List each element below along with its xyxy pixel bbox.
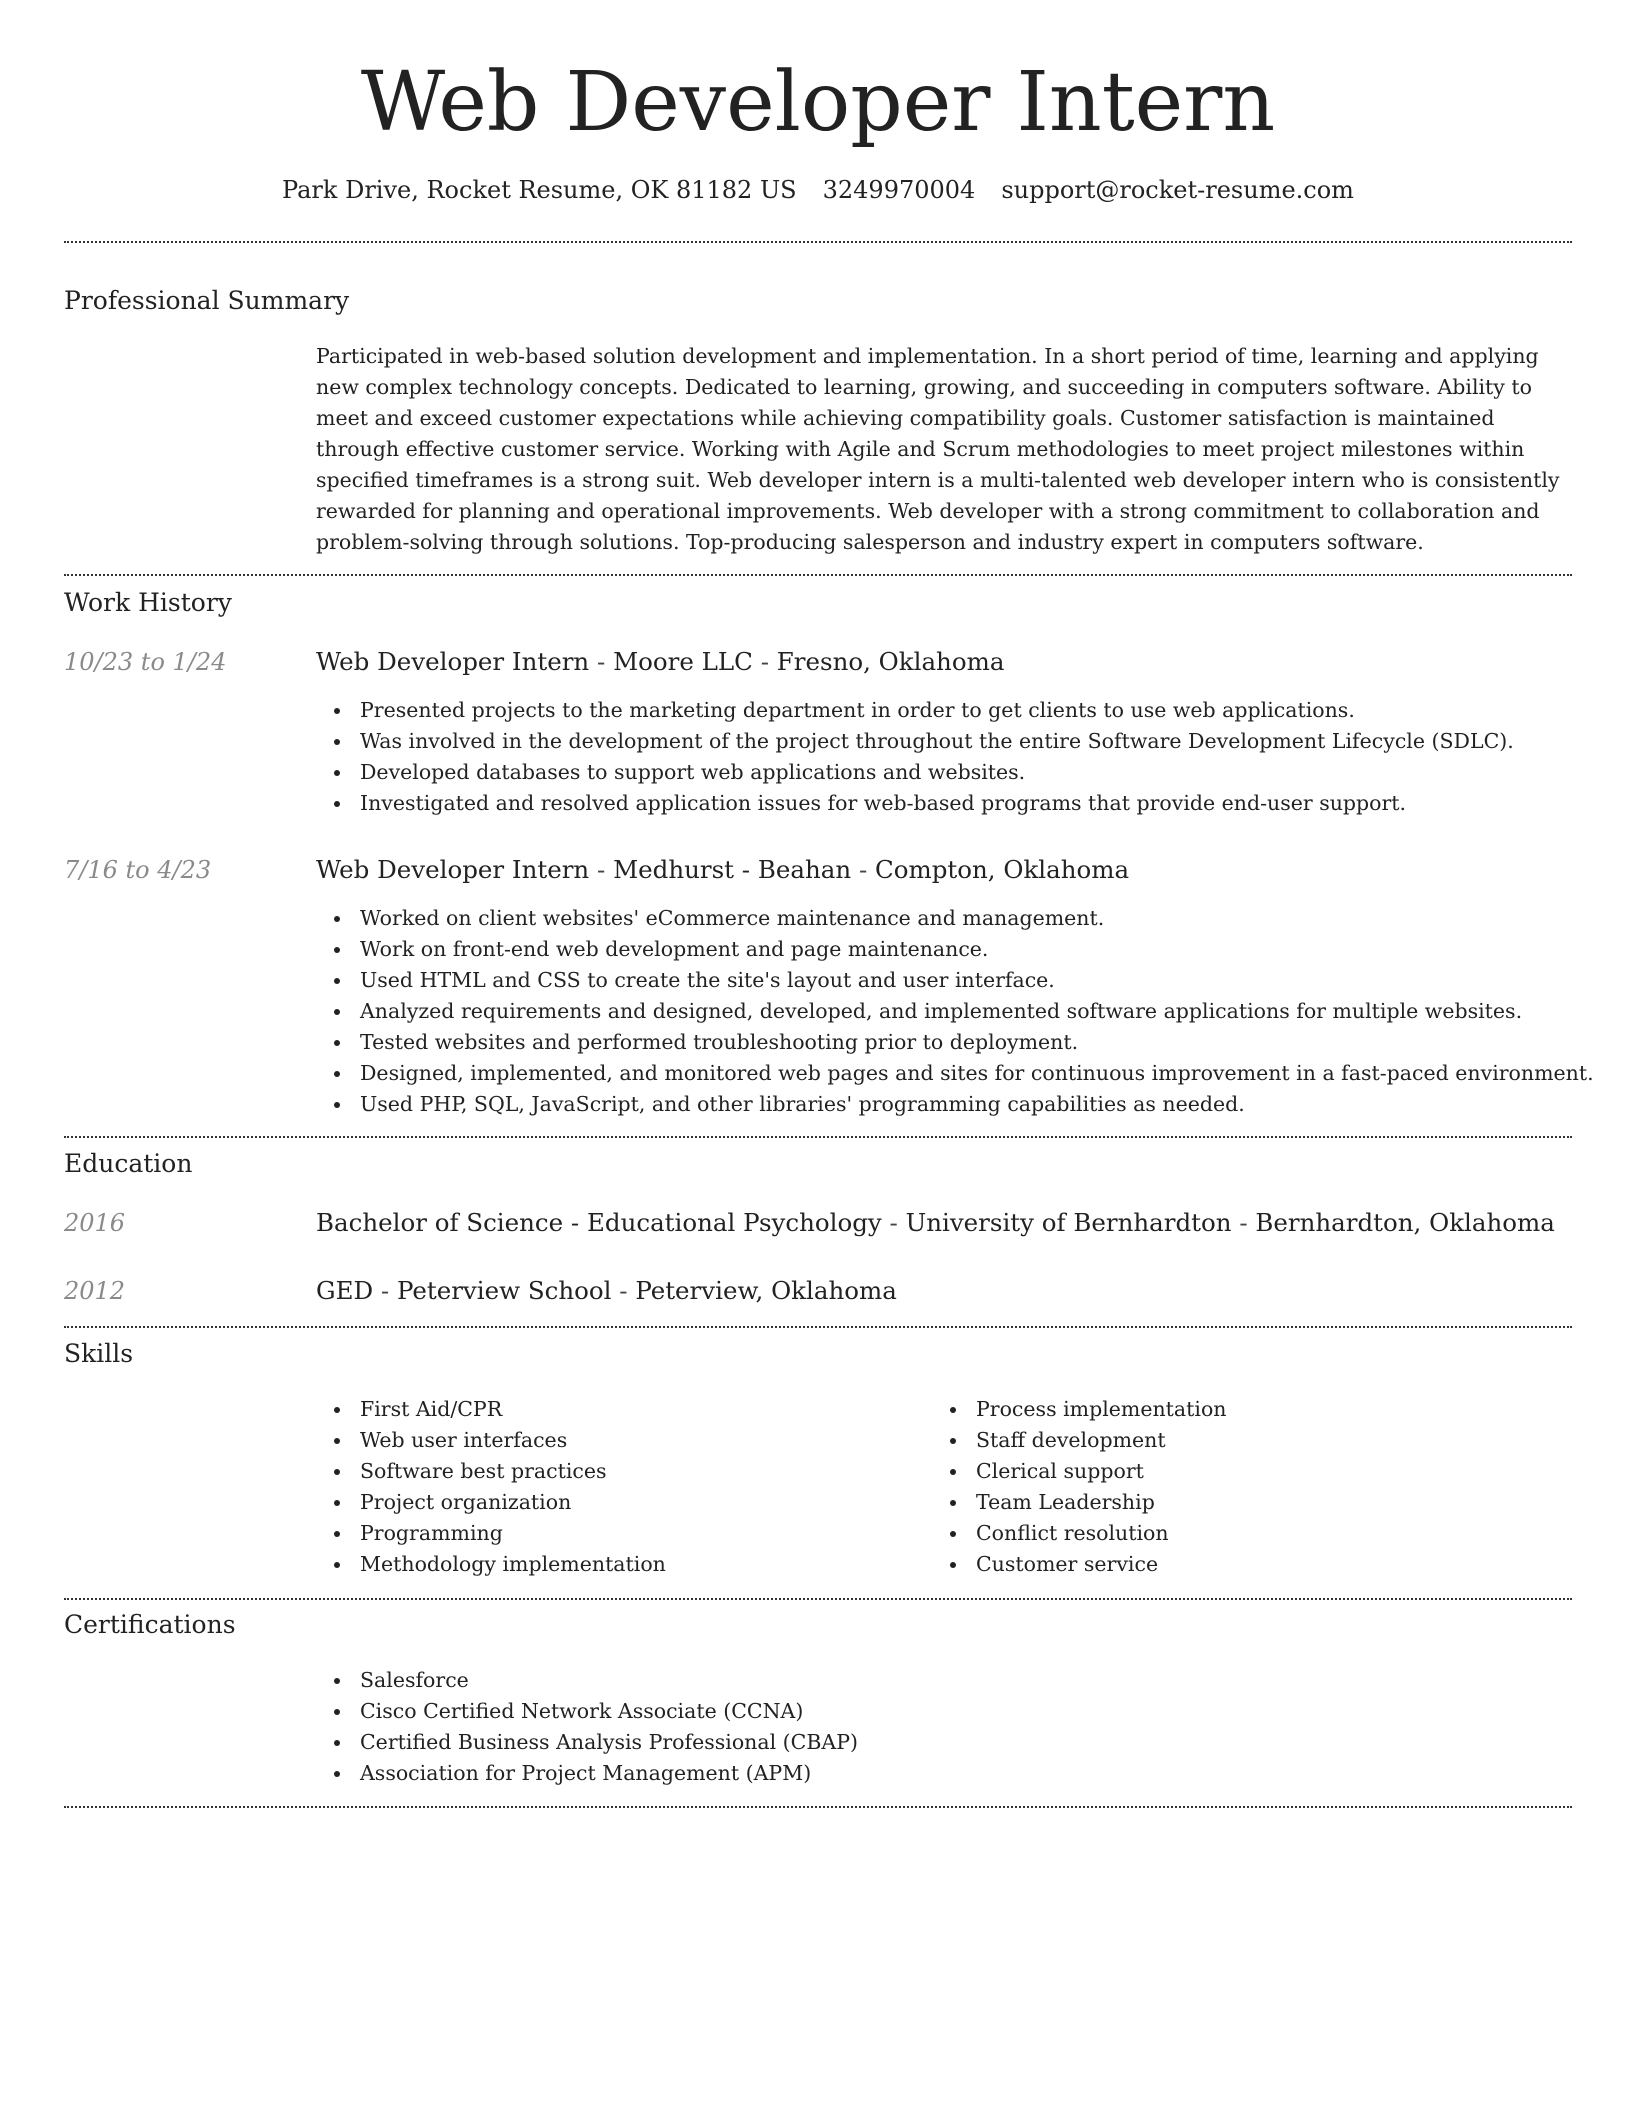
certifications-heading: Certifications xyxy=(64,1610,236,1639)
education-year: 2016 xyxy=(64,1209,126,1237)
list-item: Certified Business Analysis Professional (CBAP) xyxy=(360,1727,858,1758)
list-item: Software best practices xyxy=(360,1456,666,1487)
job-dates: 7/16 to 4/23 xyxy=(64,856,212,884)
education-degree: GED xyxy=(316,1276,374,1305)
list-item: Team Leadership xyxy=(976,1487,1226,1518)
list-item: Clerical support xyxy=(976,1456,1226,1487)
list-item: Methodology implementation xyxy=(360,1549,666,1580)
certifications-list xyxy=(316,1665,858,1789)
list-item: Worked on client websites' eCommerce maintenance and management. xyxy=(360,903,1594,934)
summary-text: Participated in web-based solution development and implementation. In a short period of time, learning and applying new complex technology concepts. Dedicated to learning, growing, and succeeding in computers software. Ability to meet and exceed customer expectations while achieving compatibility goals. Customer satisfaction is maintained through effective customer service. Working with Agile and Scrum methodologies to meet project milestones within specified timeframes is a strong suit. Web developer intern is a multi-talented web developer intern who is consistently rewarded for planning and operational improvements. Web developer with a strong commitment to collaboration and problem-solving through solutions. Top-producing salesperson and industry expert in computers software. xyxy=(316,344,1560,554)
list-item: Presented projects to the marketing department in order to get clients to use web applications. xyxy=(360,695,1514,726)
skills-list-right xyxy=(932,1394,1226,1580)
job-title-line: Web Developer Intern - Moore LLC - Fresno, Oklahoma xyxy=(316,647,1005,676)
list-item: Staff development xyxy=(976,1425,1226,1456)
education-location: Bernhardton, Oklahoma xyxy=(1255,1208,1555,1237)
list-item: Work on front-end web development and page maintenance. xyxy=(360,934,1594,965)
list-item: First Aid/CPR xyxy=(360,1394,666,1425)
resume-name: Web Developer Intern xyxy=(360,55,1276,150)
list-item: Designed, implemented, and monitored web pages and sites for continuous improvement in a fast-paced environment. xyxy=(360,1058,1594,1089)
list-item: Developed databases to support web applications and websites. xyxy=(360,757,1514,788)
list-item: Salesforce xyxy=(360,1665,858,1696)
list-item: Conflict resolution xyxy=(976,1518,1226,1549)
divider xyxy=(64,241,1572,243)
list-item: Used PHP, SQL, JavaScript, and other libraries' programming capabilities as needed. xyxy=(360,1089,1594,1120)
summary-heading: Professional Summary xyxy=(64,286,350,315)
job-role: Web Developer Intern xyxy=(316,855,590,884)
divider xyxy=(64,1806,1572,1808)
job-location: Fresno, Oklahoma xyxy=(776,647,1005,676)
work-history-heading: Work History xyxy=(64,588,232,617)
education-school: Peterview School xyxy=(396,1276,612,1305)
list-item: Process implementation xyxy=(976,1394,1226,1425)
job-dates: 10/23 to 1/24 xyxy=(64,648,227,676)
education-line: GED - Peterview School - Peterview, Oklahoma xyxy=(316,1276,897,1305)
education-heading: Education xyxy=(64,1149,193,1178)
job-location: Compton, Oklahoma xyxy=(875,855,1130,884)
list-item: Customer service xyxy=(976,1549,1226,1580)
job-role: Web Developer Intern xyxy=(316,647,590,676)
divider xyxy=(64,1598,1572,1600)
list-item: Cisco Certified Network Associate (CCNA) xyxy=(360,1696,858,1727)
education-year: 2012 xyxy=(64,1277,126,1305)
list-item: Web user interfaces xyxy=(360,1425,666,1456)
list-item: Analyzed requirements and designed, developed, and implemented software applications for multiple websites. xyxy=(360,996,1594,1027)
contact-phone: 3249970004 xyxy=(822,176,976,204)
contact-address: Park Drive, Rocket Resume, OK 81182 US xyxy=(282,176,797,204)
contact-line xyxy=(64,170,1572,210)
divider xyxy=(64,574,1572,576)
job-title-line: Web Developer Intern - Medhurst - Beahan - Compton, Oklahoma xyxy=(316,855,1130,884)
divider xyxy=(64,1136,1572,1138)
education-degree: Bachelor of Science - Educational Psychology xyxy=(316,1208,882,1237)
contact-email[interactable]: support@rocket-resume.com xyxy=(1001,176,1354,204)
education-location: Peterview, Oklahoma xyxy=(635,1276,897,1305)
job-bullets xyxy=(316,903,1594,1120)
list-item: Used HTML and CSS to create the site's layout and user interface. xyxy=(360,965,1594,996)
job-company: Moore LLC xyxy=(613,647,753,676)
skills-list-left xyxy=(316,1394,666,1580)
job-company: Medhurst - Beahan xyxy=(613,855,852,884)
list-item: Investigated and resolved application issues for web-based programs that provide end-user support. xyxy=(360,788,1514,819)
divider xyxy=(64,1326,1572,1328)
education-school: University of Bernhardton xyxy=(905,1208,1232,1237)
job-bullets xyxy=(316,695,1514,819)
list-item: Programming xyxy=(360,1518,666,1549)
list-item: Was involved in the development of the project throughout the entire Software Development Lifecycle (SDLC). xyxy=(360,726,1514,757)
list-item: Project organization xyxy=(360,1487,666,1518)
skills-heading: Skills xyxy=(64,1339,134,1368)
list-item: Association for Project Management (APM) xyxy=(360,1758,858,1789)
education-line: Bachelor of Science - Educational Psychology - University of Bernhardton - Bernhardton, Oklahoma xyxy=(316,1208,1555,1237)
list-item: Tested websites and performed troubleshooting prior to deployment. xyxy=(360,1027,1594,1058)
